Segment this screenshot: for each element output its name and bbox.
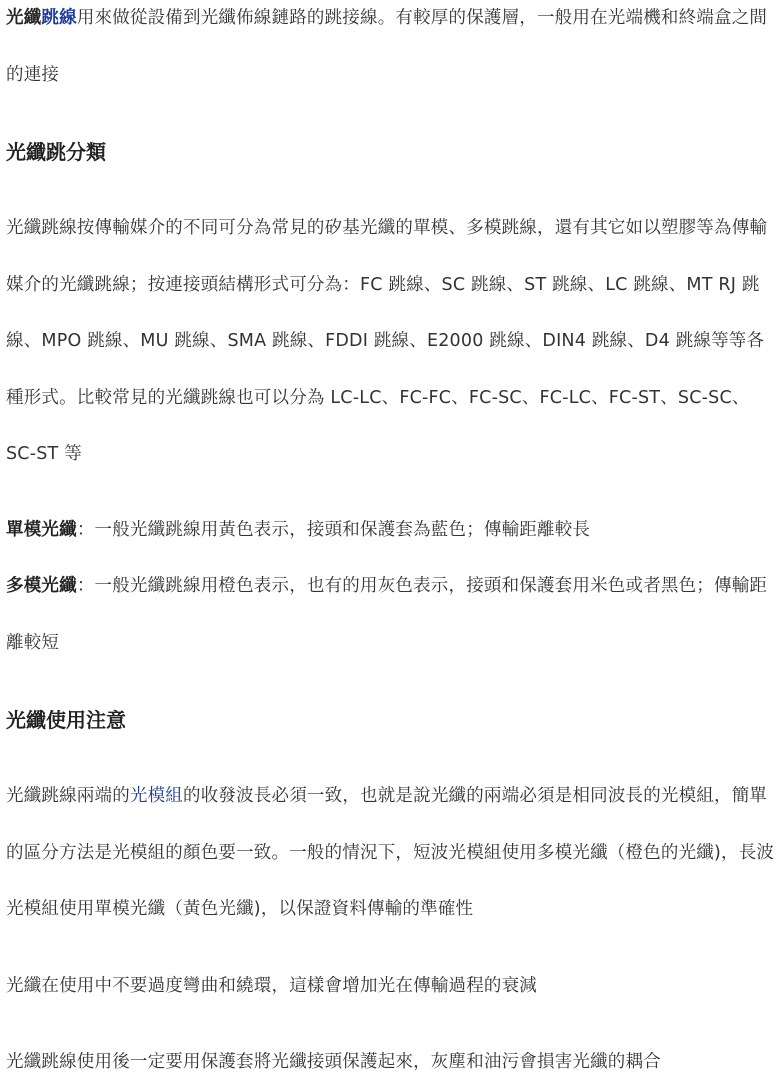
multi-mode-paragraph bbox=[6, 558, 776, 671]
classification-paragraph: 光纖跳線按傳輸媒介的不同可分為常見的矽基光纖的單模、多模跳線，還有其它如以塑膠等為傳輸媒介的光纖跳線；按連接頭結構形式可分為：FC 跳線、SC 跳線、ST 跳線、LC 跳線、MT RJ 跳線、MPO 跳線、MU 跳線、SMA 跳線、FDDI 跳線、E2000 跳線、DIN4 跳線、D4 跳線等等各種形式。比較常見的光纖跳線也可以分為 LC-LC、FC-FC、FC-SC、FC-LC、FC-ST、SC-SC、SC-ST 等 bbox=[6, 218, 768, 464]
multi-mode-label: 多模光纖 bbox=[6, 576, 77, 596]
multi-mode-text: ：一般光纖跳線用橙色表示，也有的用灰色表示，接頭和保護套用米色或者黑色；傳輸距離較短 bbox=[6, 576, 768, 653]
heading-usage: 光纖使用注意 bbox=[6, 708, 126, 732]
intro-term-prefix: 光纖 bbox=[6, 8, 42, 28]
optical-module-link[interactable]: 光模組 bbox=[129, 786, 184, 806]
heading-classification: 光纖跳分類 bbox=[6, 140, 106, 164]
intro-text: 用來做從設備到光纖佈線鏈路的跳接線。有較厚的保護層，一般用在光端機和終端盒之間的連接 bbox=[6, 8, 768, 85]
single-mode-paragraph bbox=[6, 502, 776, 559]
single-mode-label: 單模光纖 bbox=[6, 520, 77, 540]
usage-paragraph-2: 光纖在使用中不要過度彎曲和繞環，這樣會增加光在傳輸過程的衰減 bbox=[6, 976, 537, 996]
usage-paragraph-3: 光纖跳線使用後一定要用保護套將光纖接頭保護起來，灰塵和油污會損害光纖的耦合 bbox=[6, 1052, 661, 1072]
usage-p1-before: 光纖跳線兩端的 bbox=[6, 786, 130, 806]
single-mode-text: ：一般光纖跳線用黃色表示，接頭和保護套為藍色；傳輸距離較長 bbox=[76, 520, 591, 540]
usage-p1-after: 的收發波長必須一致，也就是說光纖的兩端必須是相同波長的光模組，簡單的區分方法是光模組的顏色要一致。一般的情況下，短波光模組使用多模光纖（橙色的光纖)，長波光模組使用單模光纖（黃色光纖)，以保證資料傳輸的準確性 bbox=[6, 786, 775, 919]
jumper-link[interactable]: 跳線 bbox=[41, 8, 77, 28]
usage-paragraph-1 bbox=[6, 768, 776, 938]
intro-paragraph bbox=[6, 0, 776, 103]
